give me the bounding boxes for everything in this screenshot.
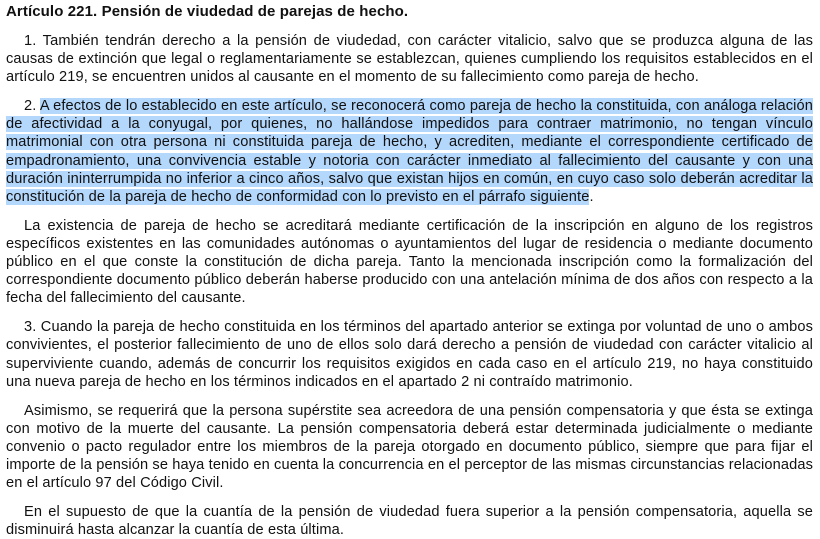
paragraph-3[interactable]: La existencia de pareja de hecho se acreditará mediante certificación de la inscripción en alguno de los registros específicos existentes en las comunidades autónomas o ayuntamientos del lugar de residencia o mediante documento público en el que conste la constitución de dicha pareja. Tanto la mencionada inscripción como la formalización del correspondiente documento público deberán haberse producido con una antelación mínima de dos años con respecto a la fecha del fallecimiento del causante. <box>6 217 813 307</box>
document <box>0 2 820 539</box>
paragraph-6[interactable]: En el supuesto de que la cuantía de la pensión de viudedad fuera superior a la pensión compensatoria, aquella se disminuirá hasta alcanzar la cuantía de esta última. <box>6 504 813 539</box>
selected-text[interactable]: A efectos de lo establecido en este artículo, se reconocerá como pareja de hecho la constituida, con análoga relación de afectividad a la conyugal, por quienes, no hallándose impedidos para contraer matrimonio, no tengan vínculo matrimonial con otra persona ni constituida pareja de hecho, y acrediten, mediante el correspondiente certificado de empadronamiento, una convivencia estable y notoria con carácter inmediato al fallecimiento del causante y con una duración ininterrumpida no inferior a cinco años, salvo que existan hijos en común, en cuyo caso solo deberán acreditar la constitución de la pareja de hecho de conformidad con lo previsto en el párrafo siguiente <box>6 98 813 205</box>
paragraph-2-trailing-period: . <box>589 188 594 205</box>
article-title: Artículo 221. Pensión de viudedad de parejas de hecho. <box>6 3 409 20</box>
paragraph-5[interactable]: Asimismo, se requerirá que la persona supérstite sea acreedora de una pensión compensatoria y que ésta se extinga con motivo de la muerte del causante. La pensión compensatoria deberá estar determinada judicialmente o mediante convenio o pacto regulador entre los miembros de la pareja otorgado en documento público, siempre que para fijar el importe de la pensión se haya tenido en cuenta la concurrencia en el perceptor de las mismas circunstancias relacionadas en el artículo 97 del Código Civil. <box>6 402 813 492</box>
paragraph-4[interactable]: 3. Cuando la pareja de hecho constituida en los términos del apartado anterior se extinga por voluntad de uno o ambos convivientes, el posterior fallecimiento de uno de ellos solo dará derecho a pensión de viudedad con carácter vitalicio al superviviente cuando, además de concurrir los requisitos exigidos en cada caso en el artículo 219, no haya constituido una nueva pareja de hecho en los términos indicados en el apartado 2 ni contraído matrimonio. <box>6 319 813 390</box>
paragraph-2[interactable] <box>6 97 813 206</box>
paragraph-2-number: 2. <box>24 98 37 115</box>
paragraph-1[interactable]: 1. También tendrán derecho a la pensión de viudedad, con carácter vitalicio, salvo que se produzca alguna de las causas de extinción que legal o reglamentariamente se establezcan, quienes cumpliendo los requisitos establecidos en el artículo 219, se encuentren unidos al causante en el momento de su fallecimiento como pareja de hecho. <box>6 33 813 86</box>
